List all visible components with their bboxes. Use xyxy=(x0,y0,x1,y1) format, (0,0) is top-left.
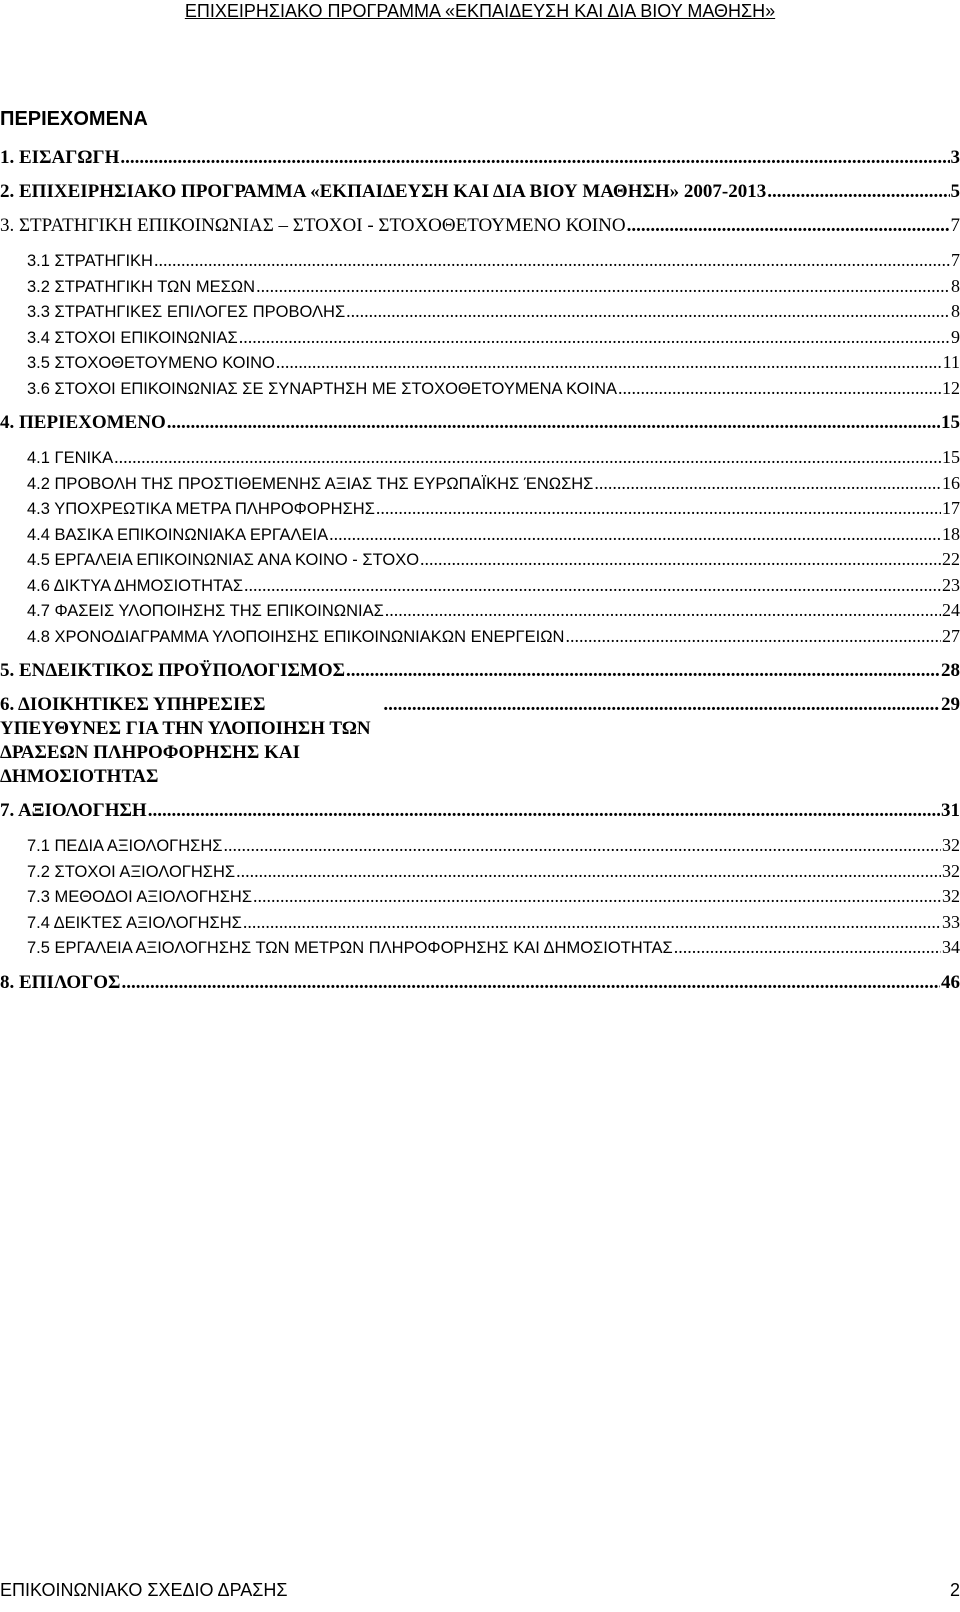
toc-entry-4-8[interactable]: 4.8 ΧΡΟΝΟΔΙΑΓΡΑΜΜΑ ΥΛΟΠΟΙΗΣΗΣ ΕΠΙΚΟΙΝΩΝΙΑΚΩΝ ΕΝΕΡΓΕΙΩΝ ..... 27 xyxy=(0,624,960,650)
toc-entry-2[interactable]: 2. ΕΠΙΧΕΙΡΗΣΙΑΚΟ ΠΡΟΓΡΑΜΜΑ «ΕΚΠΑΙΔΕΥΣΗ ΚΑΙ ΔΙΑ ΒΙΟΥ ΜΑΘΗΣΗ» 2007-2013 ..... 5 xyxy=(0,180,960,204)
footer-title: ΕΠΙΚΟΙΝΩΝΙΑΚΟ ΣΧΕΔΙΟ ΔΡΑΣΗΣ xyxy=(0,1580,288,1600)
toc-entry-3-2[interactable]: 3.2 ΣΤΡΑΤΗΓΙΚΗ ΤΩΝ ΜΕΣΩΝ ..... 8 xyxy=(0,274,960,300)
toc-title: ΠΕΡΙΕΧΟΜΕΝΑ xyxy=(0,108,148,130)
toc-entry-7-1[interactable]: 7.1 ΠΕΔΙΑ ΑΞΙΟΛΟΓΗΣΗΣ ..... 32 xyxy=(0,833,960,859)
toc-entry-4-4[interactable]: 4.4 ΒΑΣΙΚΑ ΕΠΙΚΟΙΝΩΝΙΑΚΑ ΕΡΓΑΛΕΙΑ ..... 18 xyxy=(0,522,960,548)
toc-entry-7-4[interactable]: 7.4 ΔΕΙΚΤΕΣ ΑΞΙΟΛΟΓΗΣΗΣ ..... 33 xyxy=(0,910,960,936)
toc-entry-3-3[interactable]: 3.3 ΣΤΡΑΤΗΓΙΚΕΣ ΕΠΙΛΟΓΕΣ ΠΡΟΒΟΛΗΣ ..... 8 xyxy=(0,299,960,325)
toc-entry-4[interactable]: 4. ΠΕΡΙΕΧΟΜΕΝΟ ..... 15 xyxy=(0,411,960,435)
toc-entry-3[interactable]: 3. ΣΤΡΑΤΗΓΙΚΗ ΕΠΙΚΟΙΝΩΝΙΑΣ – ΣΤΟΧΟΙ - ΣΤΟΧΟΘΕΤΟΥΜΕΝΟ ΚΟΙΝΟ ..... 7 xyxy=(0,214,960,238)
toc-entry-4-2[interactable]: 4.2 ΠΡΟΒΟΛΗ ΤΗΣ ΠΡΟΣΤΙΘΕΜΕΝΗΣ ΑΞΙΑΣ ΤΗΣ ΕΥΡΩΠΑΪΚΗΣ ΈΝΩΣΗΣ ..... 16 xyxy=(0,471,960,497)
toc-entry-3-1[interactable]: 3.1 ΣΤΡΑΤΗΓΙΚΗ ..... 7 xyxy=(0,248,960,274)
page-footer xyxy=(0,1580,960,1601)
toc-entry-7-3[interactable]: 7.3 ΜΕΘΟΔΟΙ ΑΞΙΟΛΟΓΗΣΗΣ ..... 32 xyxy=(0,884,960,910)
toc-entry-3-4[interactable]: 3.4 ΣΤΟΧΟΙ ΕΠΙΚΟΙΝΩΝΙΑΣ ..... 9 xyxy=(0,325,960,351)
toc-entry-4-6[interactable]: 4.6 ΔΙΚΤΥΑ ΔΗΜΟΣΙΟΤΗΤΑΣ ..... 23 xyxy=(0,573,960,599)
toc-entry-4-7[interactable]: 4.7 ΦΑΣΕΙΣ ΥΛΟΠΟΙΗΣΗΣ ΤΗΣ ΕΠΙΚΟΙΝΩΝΙΑΣ ..... 24 xyxy=(0,598,960,624)
toc-entry-3-6[interactable]: 3.6 ΣΤΟΧΟΙ ΕΠΙΚΟΙΝΩΝΙΑΣ ΣΕ ΣΥΝΑΡΤΗΣΗ ΜΕ ΣΤΟΧΟΘΕΤΟΥΜΕΝΑ ΚΟΙΝΑ ..... 12 xyxy=(0,376,960,402)
toc-entry-5[interactable]: 5. ΕΝΔΕΙΚΤΙΚΟΣ ΠΡΟΫΠΟΛΟΓΙΣΜΟΣ ..... 28 xyxy=(0,659,960,683)
toc-entry-6[interactable]: 6. ΔΙΟΙΚΗΤΙΚΕΣ ΥΠΗΡΕΣΙΕΣ ΥΠΕΥΘΥΝΕΣ ΓΙΑ ΤΗΝ ΥΛΟΠΟΙΗΣΗ ΤΩΝ ΔΡΑΣΕΩΝ ΠΛΗΡΟΦΟΡΗΣΗΣ ΚΑΙ ΔΗΜΟΣΙΟΤΗΤΑΣ ..... 29 xyxy=(0,693,960,789)
toc-entry-1[interactable]: 1. ΕΙΣΑΓΩΓΗ ..... 3 xyxy=(0,146,960,170)
toc-entry-3-5[interactable]: 3.5 ΣΤΟΧΟΘΕΤΟΥΜΕΝΟ ΚΟΙΝΟ ..... 11 xyxy=(0,350,960,376)
toc-entry-4-3[interactable]: 4.3 ΥΠΟΧΡΕΩΤΙΚΑ ΜΕΤΡΑ ΠΛΗΡΟΦΟΡΗΣΗΣ ..... 17 xyxy=(0,496,960,522)
page-number: 2 xyxy=(949,1580,960,1600)
toc-entry-4-5[interactable]: 4.5 ΕΡΓΑΛΕΙΑ ΕΠΙΚΟΙΝΩΝΙΑΣ ΑΝΑ ΚΟΙΝΟ - ΣΤΟΧΟ ..... 22 xyxy=(0,547,960,573)
toc-entry-7-2[interactable]: 7.2 ΣΤΟΧΟΙ ΑΞΙΟΛΟΓΗΣΗΣ ..... 32 xyxy=(0,859,960,885)
toc-entry-7[interactable]: 7. ΑΞΙΟΛΟΓΗΣΗ ..... 31 xyxy=(0,799,960,823)
table-of-contents xyxy=(0,146,960,995)
toc-entry-8[interactable]: 8. ΕΠΙΛΟΓΟΣ ..... 46 xyxy=(0,971,960,995)
running-header: ΕΠΙΧΕΙΡΗΣΙΑΚΟ ΠΡΟΓΡΑΜΜΑ «ΕΚΠΑΙΔΕΥΣΗ ΚΑΙ ΔΙΑ ΒΙΟΥ ΜΑΘΗΣΗ» xyxy=(184,1,776,21)
toc-entry-7-5[interactable]: 7.5 ΕΡΓΑΛΕΙΑ ΑΞΙΟΛΟΓΗΣΗΣ ΤΩΝ ΜΕΤΡΩΝ ΠΛΗΡΟΦΟΡΗΣΗΣ ΚΑΙ ΔΗΜΟΣΙΟΤΗΤΑΣ ..... 34 xyxy=(0,935,960,961)
toc-entry-4-1[interactable]: 4.1 ΓΕΝΙΚΑ ..... 15 xyxy=(0,445,960,471)
